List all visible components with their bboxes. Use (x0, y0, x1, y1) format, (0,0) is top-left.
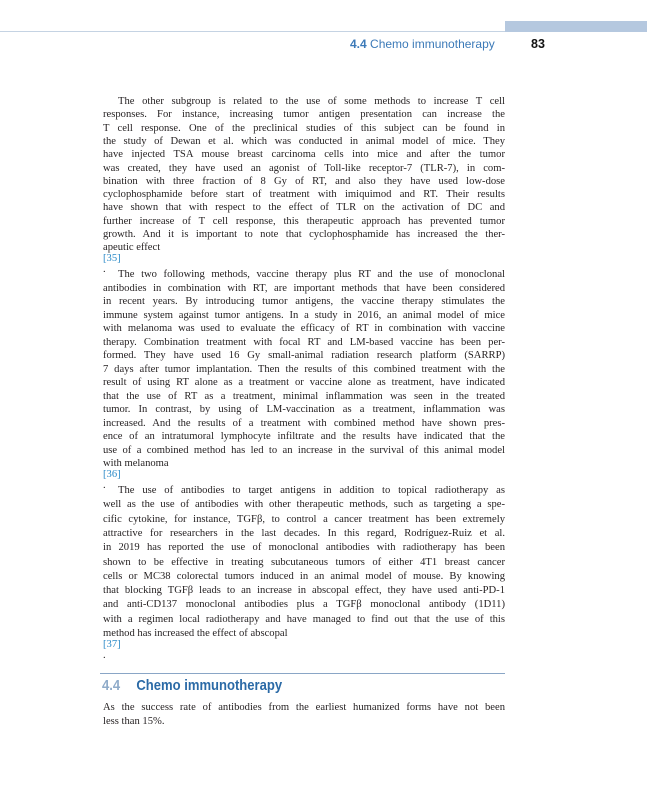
line-text: and anti-CD137 monoclonal antibodies plus a TGFβ monoclonal antibody (1D11) (103, 599, 505, 611)
text-line (103, 628, 505, 661)
line-text: was created, they have used an agonist of Toll-like receptor-7 (TLR-7), in com- (103, 162, 505, 174)
text-line (103, 431, 505, 445)
line-text: result of using RT alone as a treatment or vaccine alone as treatment, have indicated (103, 377, 505, 388)
line-text: less than 15%. (103, 715, 165, 727)
text-line (103, 323, 505, 337)
text-line (103, 499, 505, 513)
line-text: cyclophosphamide before start of treatment with imiquimod and RT. Their results (103, 189, 505, 201)
section-rule (100, 673, 505, 674)
line-text: method has increased the effect of abscopal (103, 628, 288, 639)
text-line (103, 176, 505, 189)
line-text: further increase of T cell response, this therapeutic approach has prevented tumor (103, 215, 505, 227)
line-text: The use of antibodies to target antigens in addition to topical radiotherapy as (118, 485, 505, 496)
citation-link[interactable]: [36] (103, 469, 121, 480)
line-text: bination with three fraction of 8 Gy of RT, and also they have used low-dose (103, 175, 505, 187)
text-line (103, 283, 505, 297)
line-text: The two following methods, vaccine therapy plus RT and the use of monoclonal (118, 269, 505, 280)
text-line (103, 571, 505, 585)
text-line (103, 528, 505, 542)
line-text: responses. For instance, increasing tumor antigen presentation can increase the (103, 109, 505, 121)
line-text: As the success rate of antibodies from the earliest humanized forms have not been (103, 702, 505, 713)
text-line (103, 189, 505, 202)
line-text: apeutic effect (103, 242, 161, 254)
text-line (103, 123, 505, 136)
text-line (103, 404, 505, 418)
text-line (103, 557, 505, 571)
text-line (103, 716, 505, 730)
line-text: attractive for researchers in the last decades. In this regard, Rodríguez-Ruiz et al. (103, 527, 505, 539)
citation-link[interactable]: [37] (103, 639, 121, 650)
line-text: that the use of RT as a treatment, minimal inflammation was seen in the treated (103, 390, 505, 402)
text-line (103, 585, 505, 599)
line-text: have shown that with respect to the effect of TLR on the activation of DC and (103, 202, 505, 214)
text-line (103, 216, 505, 229)
line-text: use of a combined method has led to an increase in the survival of this animal model (103, 444, 505, 456)
text-line (103, 391, 505, 405)
header-rule (0, 31, 505, 32)
text-line (103, 163, 505, 176)
text-line (103, 542, 505, 556)
text-line (103, 296, 505, 310)
line-text: with melanoma was used to evaluate the efficacy of RT in combination with vaccine (103, 323, 505, 334)
running-header-number: 4.4 (350, 37, 367, 51)
line-text: tumor. In contrast, by using of LM-vaccination as a treatment, inflammation was (103, 404, 505, 415)
line-text: increased. And the results of a treatment with combined method have shown pres- (103, 417, 505, 429)
line-text: antibodies in combination with RT, are important methods that have been considered (103, 282, 505, 294)
text-line (103, 310, 505, 324)
text-line (103, 702, 505, 716)
line-text: cells or MC38 colorectal tumors induced in an animal model of mouse. By knowing (103, 570, 505, 582)
text-line (103, 337, 505, 351)
line-text: have injected TSA mouse breast carcinoma cells into mice and after the tumor (103, 149, 505, 161)
citation-link[interactable]: [35] (103, 253, 121, 265)
section-number: 4.4 (102, 678, 121, 694)
text-line (103, 109, 505, 122)
line-text: with melanoma (103, 458, 169, 469)
header-accent-bar (505, 21, 647, 32)
text-line (103, 418, 505, 432)
text-line (103, 96, 505, 109)
line-text: shown to be effective in treating subcutaneous tumors of either 4T1 breast cancer (103, 556, 505, 568)
line-text: well as the use of antibodies with other therapeutic methods, such as targeting a spe- (103, 499, 505, 511)
running-header (350, 37, 495, 51)
line-text: therapy. Combination treatment with focal RT and LM-based vaccine has been per- (103, 336, 505, 348)
line-text: The other subgroup is related to the use of some methods to increase T cell (118, 96, 505, 107)
running-header-title: Chemo immunotherapy (370, 37, 495, 51)
line-text: the study of Dewan et al. which was conducted in animal model of mice. They (103, 135, 505, 147)
line-text: immune system against tumor antigens. In a study in 2016, an animal model of mice (103, 309, 505, 321)
text-line (103, 445, 505, 459)
section-title: Chemo immunotherapy (136, 678, 283, 694)
text-line (103, 377, 505, 391)
line-text: ence of an intratumoral lymphocyte infiltrate and the results have indicated that the (103, 431, 505, 442)
line-text: that blocking TGFβ leads to an increase in abscopal effect, they have used anti-PD-1 (103, 585, 505, 597)
text-line (103, 614, 505, 628)
line-text: 7 days after tumor implantation. Then the results of this combined treatment with the (103, 363, 505, 375)
text-line (103, 599, 505, 613)
text-line (103, 364, 505, 378)
text-line (103, 485, 505, 499)
text-line (103, 229, 505, 242)
text-line (103, 269, 505, 283)
sentence-end: . (103, 480, 106, 491)
line-text: cific cytokine, for instance, TGFβ, to control a cancer treatment has been extremely (103, 513, 505, 525)
page-number: 83 (531, 37, 545, 51)
line-text: growth. And it is important to note that cyclophosphamide has increased the ther- (103, 229, 505, 240)
section-heading (102, 678, 282, 694)
text-line (103, 149, 505, 162)
text-line (103, 350, 505, 364)
text-line (103, 514, 505, 528)
line-text: T cell response. One of the preclinical studies of this subject can be found in (103, 122, 505, 134)
line-text: in recent years. By introducing tumor antigens, the vaccine therapy stimulates the (103, 296, 505, 307)
sentence-end: . (103, 264, 106, 276)
line-text: formed. They have used 16 Gy small-animal radiation research platform (SARRP) (103, 350, 505, 361)
line-text: with a regimen local radiotherapy and have managed to find out that the use of this (103, 613, 505, 625)
sentence-end: . (103, 650, 106, 661)
line-text: in 2019 has reported the use of monoclonal antibodies with radiotherapy has been (103, 542, 505, 554)
text-line (103, 136, 505, 149)
text-line (103, 202, 505, 215)
